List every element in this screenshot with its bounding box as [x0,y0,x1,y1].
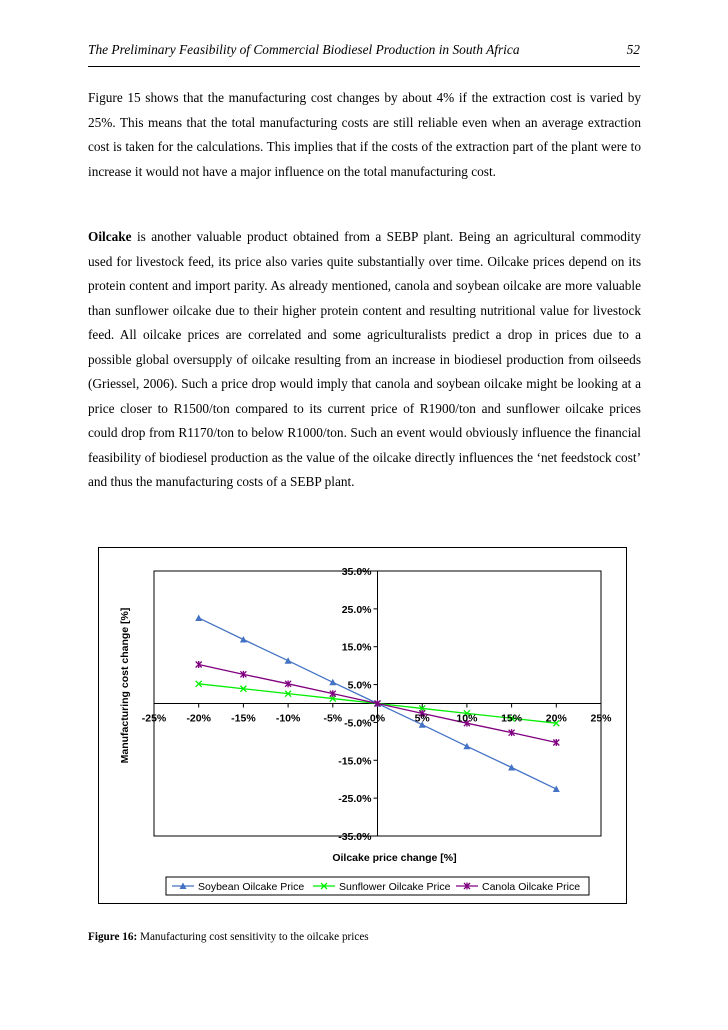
x-tick-label: 15% [501,712,523,725]
page-number: 52 [626,42,640,57]
y-tick-label: -25.0% [338,793,372,806]
canola-legend-label: Canola Oilcake Price [482,881,581,893]
figure-caption-text: Manufacturing cost sensitivity to the oilcake prices [137,931,369,943]
y-tick-label: -35.0% [338,831,372,843]
running-header [88,42,640,67]
y-tick-label: -15.0% [338,755,372,768]
x-tick-label: -5% [323,712,343,725]
y-tick-label: 5.0% [347,679,372,692]
y-tick-label: -5.0% [344,717,372,730]
oilcake-sensitivity-chart [99,548,628,905]
running-title: The Preliminary Feasibility of Commercial Biodiesel Production in South Africa [88,42,520,57]
x-tick-label: 25% [590,712,612,725]
x-tick-label: 10% [456,712,478,725]
x-tick-label: 5% [414,712,430,725]
y-tick-label: 35.0% [341,566,372,578]
paragraph-extraction-cost: Figure 15 shows that the manufacturing cost changes by about 4% if the extraction cost is varied by 25%. This means that the total manufacturing costs are still reliable even when an average extraction cost is taken for the calculations. This implies that if the costs of the extraction part of the plant were to increase it would not have a major influence on the total manufacturing cost. [88,90,641,179]
x-tick-label: -25% [141,712,167,725]
x-tick-label: 0% [369,712,386,725]
figure-caption [88,931,369,943]
x-tick-label: -15% [231,712,256,725]
soybean-legend-label: Soybean Oilcake Price [198,881,305,893]
oilcake-paragraph-text: is another valuable product obtained from a SEBP plant. Being an agricultural commodity used for livestock feed, its price also varies quite substantially over time. Oilcake prices depend on its protein content and import parity. As already mentioned, canola and soybean oilcake are more valuable than sunflower oilcake due to their higher protein content and resulting nutritional value for livestock feed. All oilcake prices are correlated and some agriculturalists predict a drop in prices due to a possible global oversupply of oilcake resulting from an increase in biodiesel production from oilseeds (Griessel, 2006). Such a price drop would imply that canola and soybean oilcake might be looking at a price closer to R1500/ton compared to its current price of R1900/ton and sunflower oilcake prices could drop from R1170/ton to below R1000/ton. Such an event would obviously influence the financial feasibility of biodiesel production as the value of the oilcake directly influences the ‘net feedstock cost’ and thus the manufacturing costs of a SEBP plant. [88,229,641,489]
sunflower-legend-label: Sunflower Oilcake Price [339,881,451,893]
oilcake-term: Oilcake [88,229,132,244]
paragraph-oilcake [88,225,641,495]
x-tick-label: -10% [275,712,301,725]
x-tick-label: 20% [545,712,567,725]
y-axis-title: Manufacturing cost change [%] [119,607,131,764]
figure-16-chart [98,547,627,904]
y-tick-label: 15.0% [341,641,372,654]
figure-label: Figure 16: [88,931,138,943]
y-tick-label: 25.0% [341,603,372,616]
x-tick-label: -20% [186,712,211,725]
x-axis-title: Oilcake price change [%] [332,852,457,864]
